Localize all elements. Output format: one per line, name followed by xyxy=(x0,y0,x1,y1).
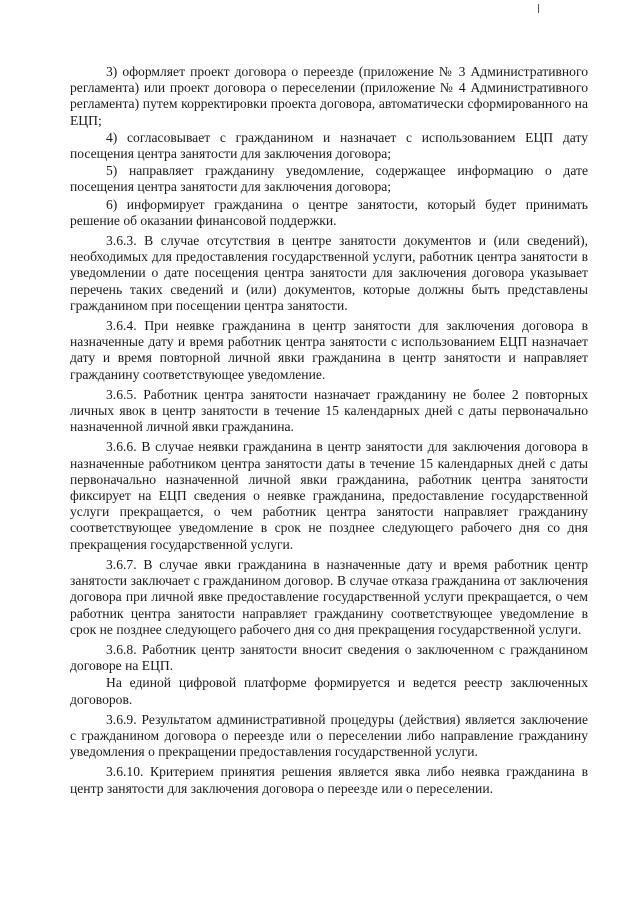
paragraph-3-6-7: 3.6.7. В случае явки гражданина в назначенные дату и время работник центр занятости заключает с гражданином договор. В случае отказа гражданина от заключения договора при личной явке предоставление государственной услуги прекращается, о чем работник центра занятости направляет гражданину соответствующее уведомление в срок не позднее следующего рабочего дня со дня прекращения государственной услуги. xyxy=(70,556,588,637)
document-body xyxy=(70,64,588,798)
paragraph-3-6-10: 3.6.10. Критерием принятия решения является явка либо неявка гражданина в центр занятости для заключения договора о переезде или о переселении. xyxy=(70,764,588,796)
scan-mark xyxy=(538,4,539,13)
paragraph-3-6-5: 3.6.5. Работник центра занятости назначает гражданину не более 2 повторных личных явок в центр занятости в течение 15 календарных дней с даты первоначально назначенной личной явки гражданина. xyxy=(70,386,588,435)
paragraph-item-3: 3) оформляет проект договора о переезде (приложение № 3 Административного регламента) или проект договора о переселении (приложение № 4 Административного регламента) путем корректировки проекта договора, автоматически сформированного на ЕЦП; xyxy=(70,64,588,128)
paragraph-3-6-3: 3.6.3. В случае отсутствия в центре занятости документов и (или сведений), необходимых для предоставления государственной услуги, работник центра занятости в уведомлении о дате посещения центра занятости для заключения договора указывает перечень таких сведений и (или) документов, которые должны быть представлены гражданином при посещении центра занятости. xyxy=(70,233,588,313)
paragraph-item-4: 4) согласовывает с гражданином и назначает с использованием ЕЦП дату посещения центра занятости для заключения договора; xyxy=(70,129,588,162)
paragraph-3-6-4: 3.6.4. При неявке гражданина в центр занятости для заключения договора в назначенные дату и время работник центра занятости с использованием ЕЦП назначает дату и время повторной личной явки гражданина в центр занятости и направляет гражданину соответствующее уведомление. xyxy=(70,318,588,382)
paragraph-item-6: 6) информирует гражданина о центре занятости, который будет принимать решение об оказании финансовой поддержки. xyxy=(70,196,588,228)
paragraph-item-5: 5) направляет гражданину уведомление, содержащее информацию о дате посещения центра занятости для заключения договора; xyxy=(70,163,588,195)
paragraph-3-6-6: 3.6.6. В случае неявки гражданина в центр занятости для заключения договора в назначенные работником центра занятости даты в течение 15 календарных дней с даты первоначально назначенной личной явки гражданина, работник центра занятости фиксирует на ЕЦП сведения о неявке гражданина, предоставление государственной услуги прекращается, о чем работник центра занятости направляет гражданину соответствующее уведомление в срок не позднее следующего рабочего дня со дня прекращения государственной услуги. xyxy=(70,439,588,552)
paragraph-registry: На единой цифровой платформе формируется и ведется реестр заключенных договоров. xyxy=(70,675,588,707)
paragraph-3-6-8: 3.6.8. Работник центр занятости вносит сведения о заключенном с гражданином договоре на ЕЦП. xyxy=(70,641,588,674)
paragraph-3-6-9: 3.6.9. Результатом административной процедуры (действия) является заключение с гражданином договора о переезде или о переселении либо направление гражданину уведомления о прекращении предоставления государственной услуги. xyxy=(70,711,588,760)
